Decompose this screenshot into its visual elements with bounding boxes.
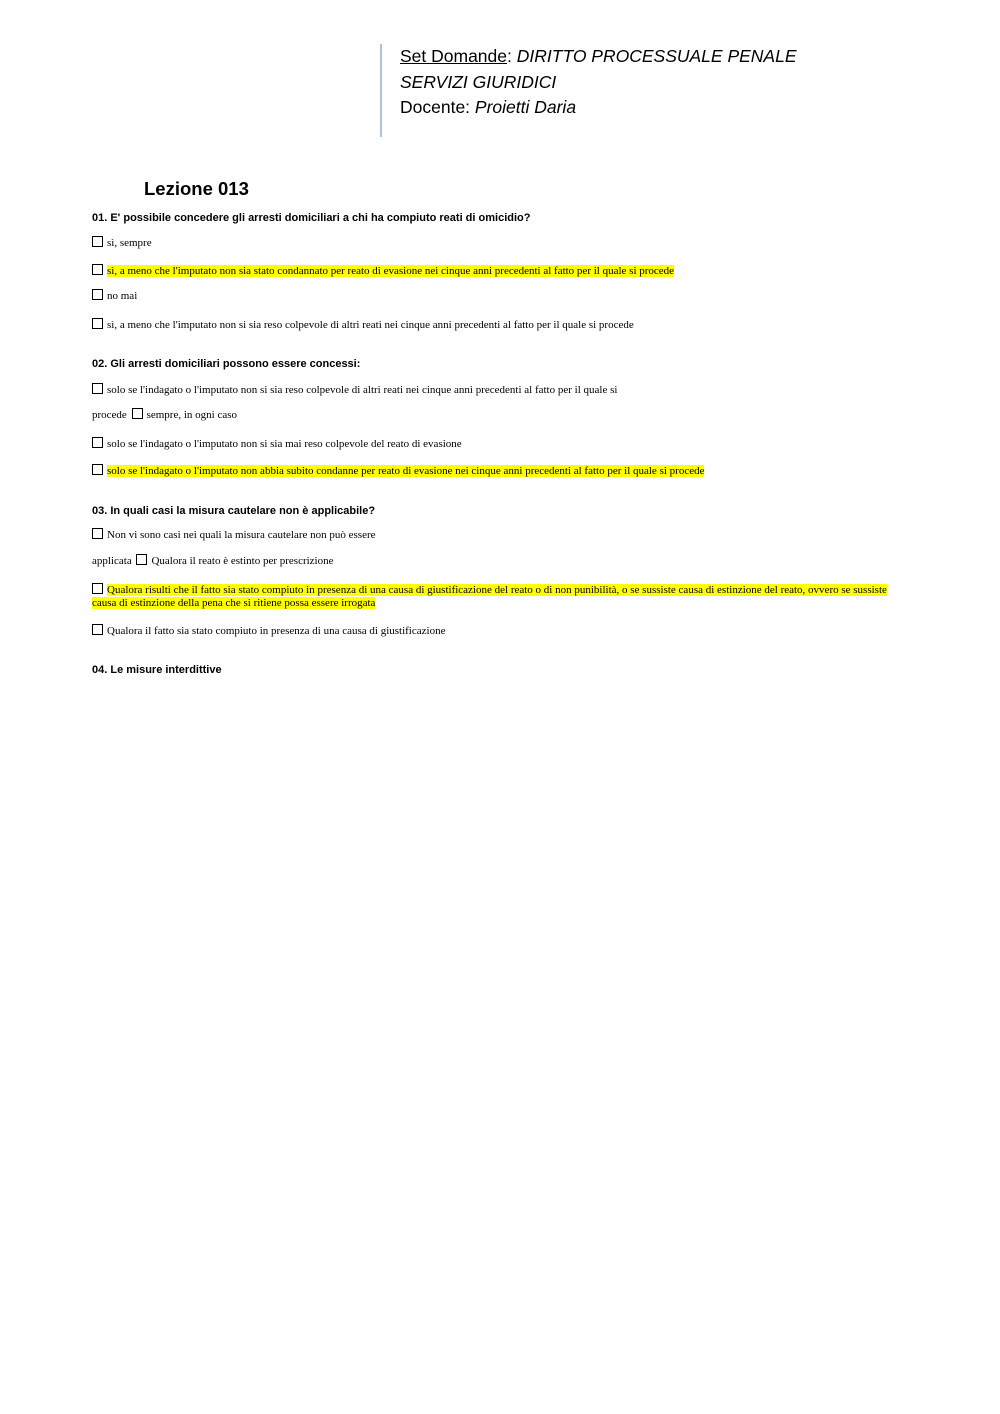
checkbox[interactable] — [92, 264, 103, 275]
answer-text: Qualora il fatto sia stato compiuto in presenza di una causa di giustificazione — [107, 625, 446, 637]
checkbox[interactable] — [92, 318, 103, 329]
header-program-line — [400, 70, 940, 96]
question-02: 02. Gli arresti domiciliari possono essere concessi: — [92, 358, 361, 370]
teacher-name: Proietti Daria — [474, 97, 577, 117]
answer-option — [92, 289, 912, 303]
answer-text-continued: applicata — [92, 555, 132, 567]
checkbox[interactable] — [92, 464, 103, 475]
checkbox[interactable] — [92, 583, 103, 594]
answer-option — [92, 437, 912, 451]
question-03: 03. In quali casi la misura cautelare non è applicabile? — [92, 505, 376, 517]
answer-text: sempre, in ogni caso — [146, 409, 237, 421]
answer-text-highlighted: sì, a meno che l'imputato non sia stato condannato per reato di evasione nei cinque anni precedenti al fatto per il quale si procede — [107, 265, 675, 277]
checkbox[interactable] — [92, 289, 103, 300]
answer-option — [92, 554, 912, 568]
question-04: 04. Le misure interdittive — [92, 664, 222, 676]
answer-text: sì, sempre — [107, 237, 152, 249]
question-01: 01. E' possibile concedere gli arresti domiciliari a chi ha compiuto reati di omicidio? — [92, 212, 531, 224]
answer-text: Non vi sono casi nei quali la misura cautelare non può essere — [107, 529, 376, 541]
answer-option — [92, 624, 912, 638]
program-title: SERVIZI GIURIDICI — [400, 71, 557, 92]
lesson-title: Lezione 013 — [144, 178, 249, 199]
answer-text-highlighted: Qualora risulti che il fatto sia stato compiuto in presenza di una causa di giustificazione del reato o di non punibilità, o se sussiste causa di estinzione del reato, ovvero se sussiste causa di estinzione della pena che si ritiene possa essere irrogata — [92, 584, 887, 609]
set-label: Set Domande — [400, 46, 508, 66]
answer-option — [92, 383, 912, 397]
course-title: DIRITTO PROCESSUALE PENALE — [516, 46, 797, 66]
checkbox[interactable] — [92, 383, 103, 394]
set-separator: : — [507, 46, 517, 66]
answer-text: Qualora il reato è estinto per prescrizione — [151, 555, 334, 567]
header-teacher-line — [400, 95, 940, 121]
document-header — [380, 44, 940, 137]
answer-text: sì, a meno che l'imputato non si sia reso colpevole di altri reati nei cinque anni precedenti al fatto per il quale si procede — [107, 319, 634, 331]
header-set-line — [400, 44, 940, 70]
checkbox[interactable] — [92, 528, 103, 539]
answer-option — [92, 236, 912, 250]
answer-option — [92, 464, 912, 478]
checkbox[interactable] — [92, 437, 103, 448]
answer-option — [92, 583, 912, 610]
checkbox[interactable] — [136, 554, 147, 565]
answer-option — [92, 528, 912, 542]
answer-text: no mai — [107, 290, 138, 302]
checkbox[interactable] — [92, 236, 103, 247]
answer-text-continued: procede — [92, 409, 127, 421]
checkbox[interactable] — [92, 624, 103, 635]
answer-option — [92, 264, 912, 278]
checkbox[interactable] — [132, 408, 143, 419]
teacher-label: Docente: — [400, 97, 475, 117]
answer-text: solo se l'indagato o l'imputato non si sia mai reso colpevole del reato di evasione — [107, 438, 462, 450]
answer-text-highlighted: solo se l'indagato o l'imputato non abbia subito condanne per reato di evasione nei cinque anni precedenti al fatto per il quale si procede — [107, 465, 705, 477]
answer-option — [92, 318, 912, 332]
answer-option — [92, 408, 912, 422]
answer-text: solo se l'indagato o l'imputato non si sia reso colpevole di altri reati nei cinque anni precedenti al fatto per il quale si — [107, 384, 618, 396]
